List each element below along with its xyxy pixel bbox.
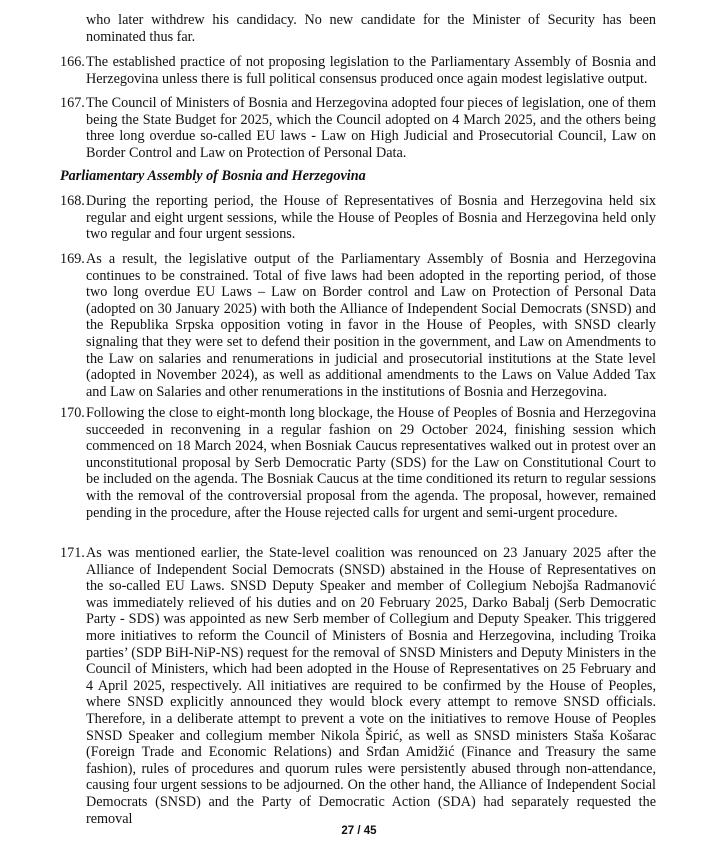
paragraph-text: As was mentioned earlier, the State-level coalition was renounced on 23 January 2025 after the Alliance of Independent Social Democrats (SNSD) abstained in the House of Representatives on the so-called EU Laws. SNSD Deputy Speaker and member of Collegium Nebojša Radmanović was immediately relieved of his duties and on 20 February 2025, Darko Babalj (Serb Democratic Party - SDS) was appointed as new Serb member of Collegium and Deputy Speaker. This triggered more initiatives to reform the Council of Ministers of Bosnia and Herzegovina, including Troika parties’ (SDP BiH-NiP-NS) request for the removal of SNSD Ministers and Deputy Ministers in the Council of Ministers, which had been adopted in the House of Representatives on 25 February and 4 April 2025, respectively. All initiatives are required to be confirmed by the House of Peoples, where SNSD explicitly announced they would block every attempt to remove SNSD officials. Therefore, in a deliberate attempt to prevent a vote on the initiatives to remove House of Peoples SNSD Speaker and collegium member Nikola Špirić, as well as SNSD ministers Staša Košarac (Foreign Trade and Economic Relations) and Srđan Amidžić (Finance and Treasury the same fashion), rules of procedures and quorum rules were persistently abused through non-attendance, causing four urgent sessions to be adjourned. On the other hand, the Alliance of Independent Social Democrats (SNSD) and the Party of Democratic Action (SDA) had separately requested the removal	[86, 545, 656, 827]
paragraph-text: The Council of Ministers of Bosnia and Herzegovina adopted four pieces of legislation, one of them being the State Budget for 2025, which the Council adopted on 4 March 2025, and the others being three long overdue so-called EU laws - Law on High Judicial and Prosecutorial Council, Law on Border Control and Law on Protection of Personal Data.	[86, 95, 656, 161]
paragraph-text: As a result, the legislative output of the Parliamentary Assembly of Bosnia and Herzegovina continues to be constrained. Total of five laws had been adopted in the reporting period, of those two long overdue EU Laws – Law on Border control and Law on Protection of Personal Data (adopted on 30 January 2025) with both the Alliance of Independent Social Democrats (SNSD) and the Republika Srpska opposition voting in favor in the House of Peoples, with SNSD clearly signaling that they were set to defend their position in the government, and Law on Amendments to the Law on salaries and renumerations in judicial and prosecutorial institutions at the State level (adopted in November 2024), as well as additional amendments to the Laws on Value Added Tax and Law on Salaries and other renumerations in the institutions of Bosnia and Herzegovina.	[86, 251, 656, 400]
paragraph-167	[60, 95, 656, 161]
paragraph-170	[60, 405, 656, 521]
paragraph-text: During the reporting period, the House of Representatives of Bosnia and Herzegovina held six regular and eight urgent sessions, while the House of Peoples of Bosnia and Herzegovina held only two regular and four urgent sessions.	[86, 193, 656, 243]
section-heading: Parliamentary Assembly of Bosnia and Herzegovina	[60, 168, 366, 184]
paragraph-number: 170.	[60, 405, 85, 421]
continued-paragraph: who later withdrew his candidacy. No new candidate for the Minister of Security has been nominated thus far.	[86, 12, 656, 45]
paragraph-number: 168.	[60, 193, 85, 209]
paragraph-text: The established practice of not proposing legislation to the Parliamentary Assembly of Bosnia and Herzegovina unless there is full political consensus produced once again modest legislative output.	[86, 54, 656, 87]
paragraph-169	[60, 251, 656, 400]
paragraph-168	[60, 193, 656, 243]
paragraph-166	[60, 54, 656, 87]
paragraph-number: 167.	[60, 95, 85, 111]
paragraph-171	[60, 545, 656, 827]
paragraph-number: 166.	[60, 54, 85, 70]
paragraph-text: Following the close to eight-month long blockage, the House of Peoples of Bosnia and Herzegovina succeeded in reconvening in a regular fashion on 29 October 2024, finishing session which commenced on 18 March 2024, when Bosniak Caucus representatives walked out in protest over an unconstitutional proposal by Serb Democratic Party (SDS) for the Law on Constitutional Court to be included on the agenda. The Bosniak Caucus at the time conditioned its return to regular sessions with the removal of the controversial proposal from the agenda. The proposal, however, remained pending in the procedure, after the House rejected calls for urgent and semi-urgent procedure.	[86, 405, 656, 521]
paragraph-number: 171.	[60, 545, 85, 561]
paragraph-number: 169.	[60, 251, 85, 267]
page-number: 27 / 45	[341, 825, 377, 837]
